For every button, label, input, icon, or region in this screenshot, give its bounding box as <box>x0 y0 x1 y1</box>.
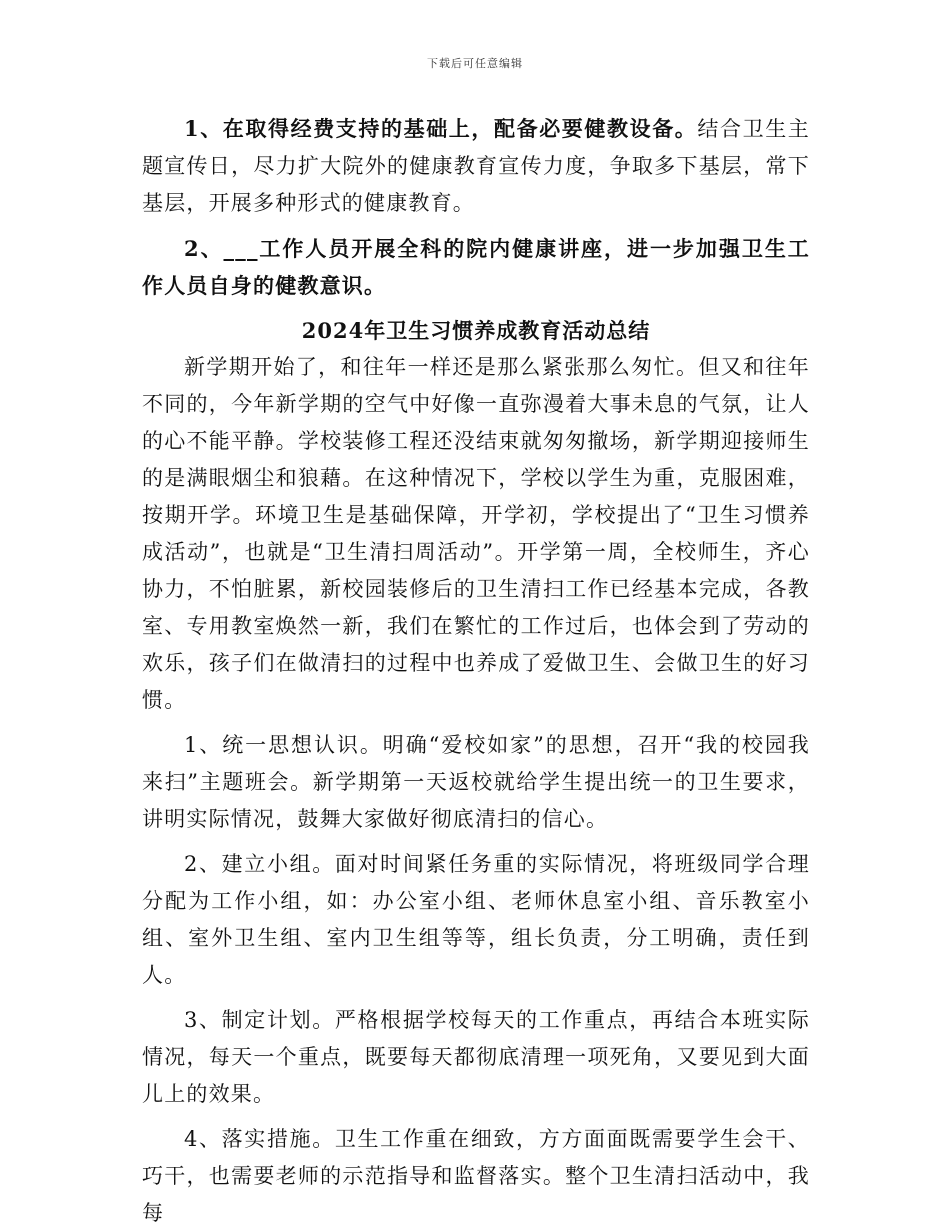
article-title: 2024年卫生习惯养成教育活动总结 <box>301 318 651 343</box>
article-point-3: 3、制定计划。严格根据学校每天的工作重点，再结合本班实际情况，每天一个重点，既要每天都彻底清理一项死角，又要见到大面儿上的效果。 <box>142 1008 810 1106</box>
section1-item1-rest: 结合卫生主题宣传日，尽力扩大院外的健康教育宣传力度，争取多下基层，常下基层，开展多种形式的健康教育。 <box>142 117 811 215</box>
section1-item2: 2、___工作人员开展全科的院内健康讲座，进一步加强卫生工作人员自身的健教意识。 <box>142 236 810 298</box>
article-point-2: 2、建立小组。面对时间紧任务重的实际情况，将班级同学合理分配为工作小组，如：办公室小组、老师休息室小组、音乐教室小组、室外卫生组、室内卫生组等等，组长负责，分工明确，责任到人。 <box>142 852 810 987</box>
article-intro: 新学期开始了，和往年一样还是那么紧张那么匆忙。但又和往年不同的，今年新学期的空气中好像一直弥漫着大事未息的气氛，让人的心不能平静。学校装修工程还没结束就匆匆撤场，新学期迎接师生的是满眼烟尘和狼藉。在这种情况下，学校以学生为重，克服困难，按期开学。环境卫生是基础保障，开学初，学校提出了“卫生习惯养成活动”，也就是“卫生清扫周活动”。开学第一周，全校师生，齐心协力，不怕脏累，新校园装修后的卫生清扫工作已经基本完成，各教室、专用教室焕然一新，我们在繁忙的工作过后，也体会到了劳动的欢乐，孩子们在做清扫的过程中也养成了爱做卫生、会做卫生的好习惯。 <box>142 355 810 712</box>
page-header: 下载后可任意编辑 <box>427 57 523 70</box>
article-point-1: 1、统一思想认识。明确“爱校如家”的思想，召开“我的校园我来扫”主题班会。新学期第一天返校就给学生提出统一的卫生要求，讲明实际情况，鼓舞大家做好彻底清扫的信心。 <box>142 733 810 831</box>
document-body <box>142 110 810 1232</box>
section1-item1-bold: 1、在取得经费支持的基础上，配备必要健教设备。 <box>184 116 698 141</box>
section1-item1 <box>142 110 810 222</box>
article-point-4: 4、落实措施。卫生工作重在细致，方方面面既需要学生会干、巧干，也需要老师的示范指导和监督落实。整个卫生清扫活动中，我每 <box>142 1127 810 1225</box>
